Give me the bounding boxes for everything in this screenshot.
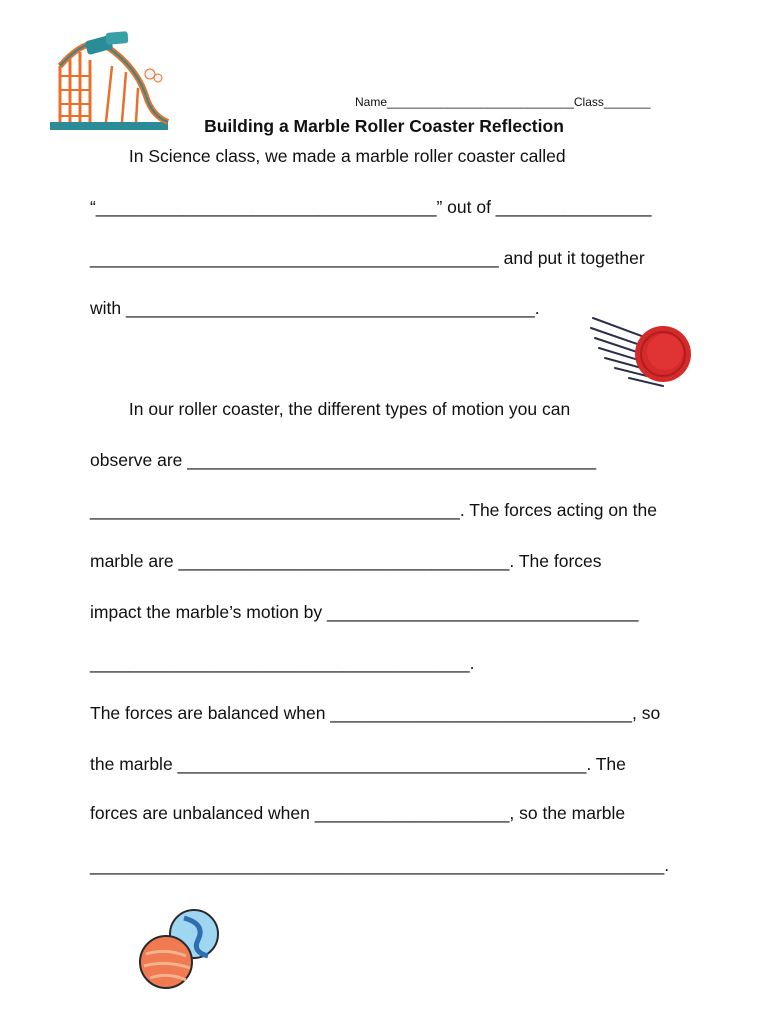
text-line: observe are __________________________________________ bbox=[90, 450, 597, 470]
text-line: “___________________________________” out of ________________ bbox=[90, 197, 652, 217]
text-line: impact the marble’s motion by ________________________________ bbox=[90, 602, 639, 622]
text-line: ______________________________________. The forces acting on the bbox=[90, 500, 657, 520]
text-line: In our roller coaster, the different types of motion you can bbox=[90, 399, 571, 419]
text-line: __________________________________________ and put it together bbox=[90, 248, 645, 268]
text-line: with __________________________________________. bbox=[90, 298, 540, 318]
name-class-line: Name____________________________Class_______ bbox=[355, 95, 651, 109]
text-line: marble are __________________________________. The forces bbox=[90, 551, 602, 571]
text-line: ___________________________________________________________. bbox=[90, 855, 670, 875]
text-line: The forces are balanced when _______________________________, so bbox=[90, 703, 661, 723]
text-line: _______________________________________. bbox=[90, 653, 475, 673]
fast-ball-icon bbox=[585, 300, 705, 400]
marbles-icon bbox=[136, 904, 228, 996]
worksheet-title: Building a Marble Roller Coaster Reflection bbox=[204, 116, 564, 136]
text-line: In Science class, we made a marble roller coaster called bbox=[90, 146, 566, 166]
text-line: the marble __________________________________________. The bbox=[90, 754, 626, 774]
text-line: forces are unbalanced when ____________________, so the marble bbox=[90, 803, 626, 823]
